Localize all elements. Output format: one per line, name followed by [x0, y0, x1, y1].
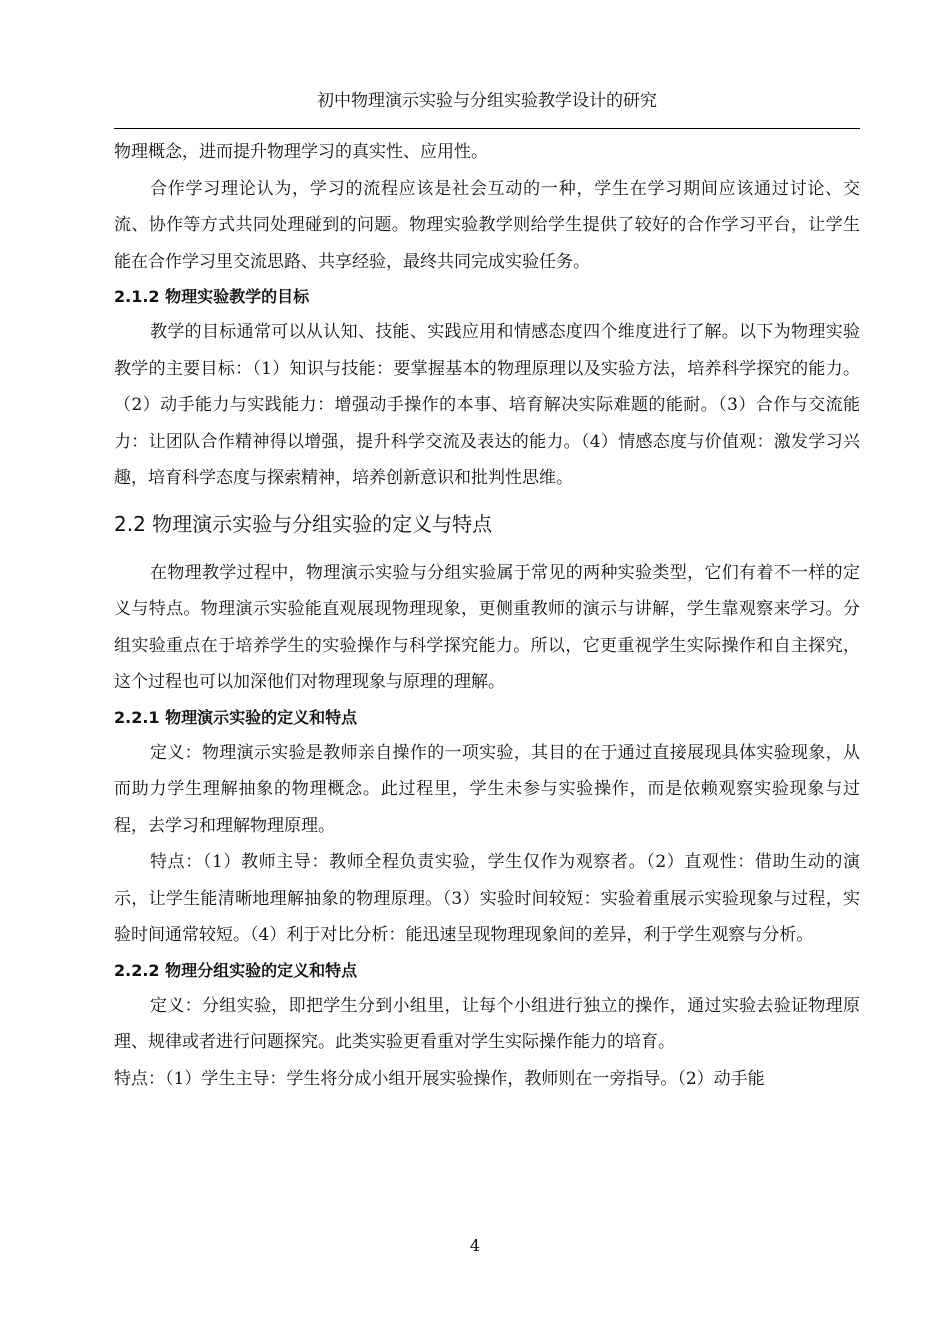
header-rule [114, 128, 860, 129]
heading-2-2: 2.2 物理演示实验与分组实验的定义与特点 [114, 511, 493, 536]
paragraph-teaching-goals: 教学的目标通常可以从认知、技能、实践应用和情感态度四个维度进行了解。以下为物理实验教学的主要目标：（1）知识与技能：要掌握基本的物理原理以及实验方法，培养科学探究的能力。（2）动手能力与实践能力：增强动手操作的本事、培育解决实际难题的能耐。（3）合作与交流能力：让团队合作精神得以增强，提升科学交流及表达的能力。（4）情感态度与价值观：激发学习兴趣，培育科学态度与探索精神，培养创新意识和批判性思维。 [114, 322, 860, 488]
heading-2-2-1: 2.2.1 物理演示实验的定义和特点 [114, 707, 358, 727]
paragraph-experiment-types: 在物理教学过程中，物理演示实验与分组实验属于常见的两种实验类型，它们有着不一样的定义与特点。物理演示实验能直观展现物理现象，更侧重教师的演示与讲解，学生靠观察来学习。分组实验重点在于培养学生的实验操作与科学探究能力。所以，它更重视学生实际操作和自主探究，这个过程也可以加深他们对物理现象与原理的理解。 [114, 562, 860, 692]
heading-2-1-2: 2.1.2 物理实验教学的目标 [114, 287, 310, 306]
heading-2-2-2: 2.2.2 物理分组实验的定义和特点 [114, 960, 358, 980]
body-content [114, 134, 860, 1097]
paragraph-group-definition: 定义：分组实验，即把学生分到小组里，让每个小组进行独立的操作，通过实验去验证物理原理、规律或者进行问题探究。此类实验更看重对学生实际操作能力的培育。 [114, 995, 860, 1052]
paragraph-group-features: 特点：（1）学生主导：学生将分成小组开展实验操作，教师则在一旁指导。（2）动手能 [114, 1068, 765, 1089]
running-header: 初中物理演示实验与分组实验教学设计的研究 [317, 91, 657, 111]
paragraph-continuation: 物理概念，进而提升物理学习的真实性、应用性。 [114, 142, 488, 162]
page-number: 4 [469, 1236, 481, 1255]
paragraph-demo-definition: 定义：物理演示实验是教师亲自操作的一项实验，其目的在于通过直接展现具体实验现象，从而助力学生理解抽象的物理概念。此过程里，学生未参与实验操作，而是依赖观察实验现象与过程，去学习和理解物理原理。 [114, 742, 860, 836]
paragraph-demo-features: 特点：（1）教师主导：教师全程负责实验，学生仅作为观察者。（2）直观性：借助生动的演示，让学生能清晰地理解抽象的物理原理。（3）实验时间较短：实验着重展示实验现象与过程，实验时间通常较短。（4）利于对比分析：能迅速呈现物理现象间的差异，利于学生观察与分析。 [114, 852, 860, 945]
paragraph-cooperative-learning: 合作学习理论认为，学习的流程应该是社会互动的一种，学生在学习期间应该通过讨论、交流、协作等方式共同处理碰到的问题。物理实验教学则给学生提供了较好的合作学习平台，让学生能在合作学习里交流思路、共享经验，最终共同完成实验任务。 [114, 178, 860, 272]
